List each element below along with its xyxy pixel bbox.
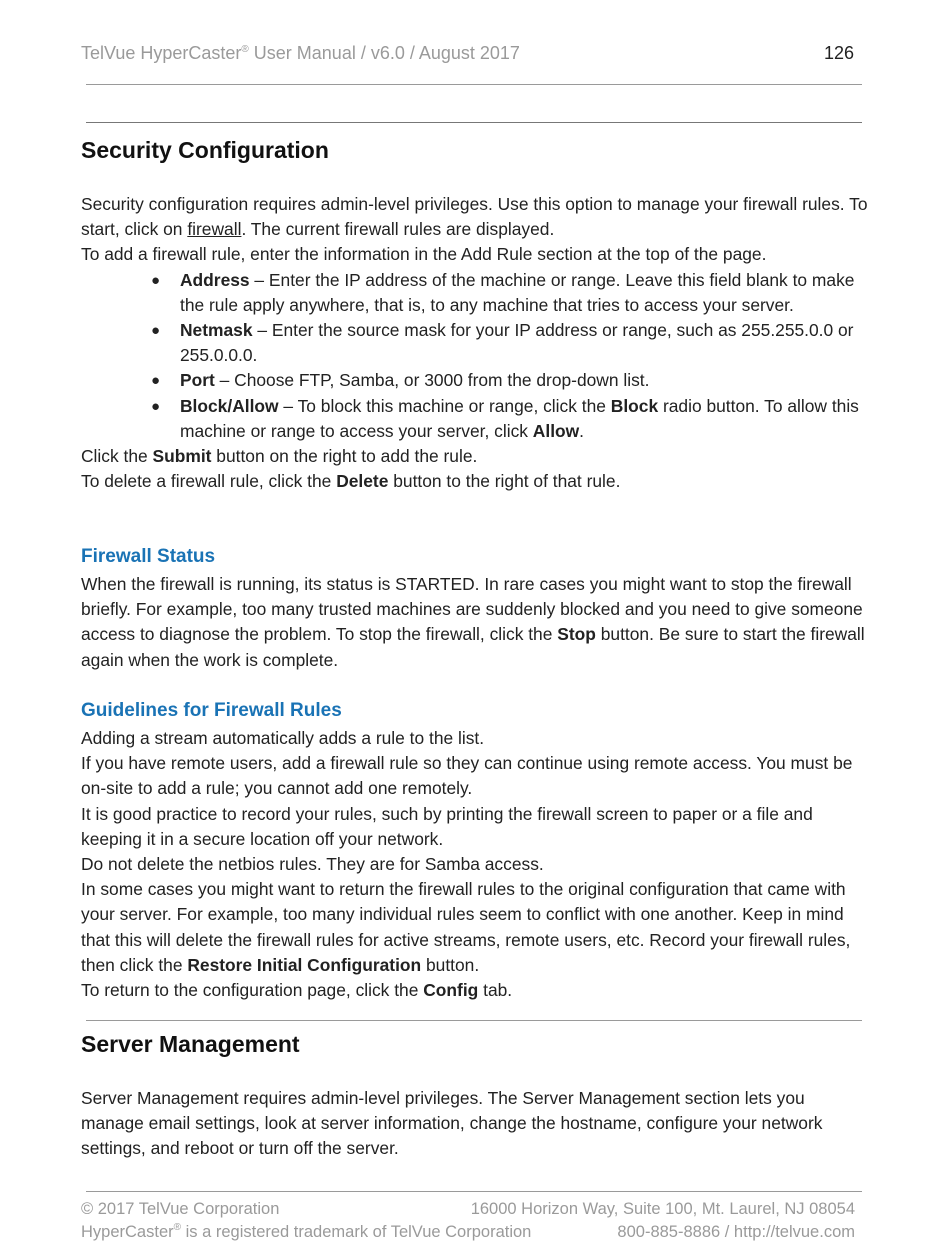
footer-address: 16000 Horizon Way, Suite 100, Mt. Laurel, NJ 08054 — [470, 1200, 855, 1218]
add-rule-intro: To add a firewall rule, enter the information in the Add Rule section at the top of the page. — [81, 244, 767, 265]
security-body — [81, 192, 871, 494]
guideline-6: To return to the configuration page, click the Config tab. — [81, 980, 513, 1001]
section-divider — [86, 1020, 862, 1021]
guideline-1: Adding a stream automatically adds a rule to the list. — [81, 728, 485, 748]
bullet-icon: ● — [151, 397, 161, 415]
footer-contact: 800-885-8886 / http://telvue.com — [617, 1223, 855, 1241]
guideline-2: If you have remote users, add a firewall rule so they can continue using remote access. You must be on-site to add a rule; you cannot add one remotely. — [81, 753, 853, 799]
bullet-icon: ● — [151, 322, 161, 340]
list-item-block-allow: ● Block/Allow – To block this machine or range, click the Block radio button. To allow this machine or range to access your server, click Allow. — [151, 395, 859, 441]
list-item-netmask: ● Netmask – Enter the source mask for your IP address or range, such as 255.255.0.0 or 255.0.0.0. — [151, 320, 854, 366]
list-item-address: ● Address – Enter the IP address of the machine or range. Leave this field blank to make the rule apply anywhere, that is, to any machine that tries to access your server. — [151, 269, 855, 315]
header-subtitle: User Manual / v6.0 / August 2017 — [248, 43, 520, 63]
guidelines-heading: Guidelines for Firewall Rules — [81, 700, 342, 721]
firewall-link[interactable]: firewall — [187, 219, 242, 240]
bullet-icon: ● — [151, 271, 161, 289]
submit-instruction: Click the Submit button on the right to add the rule. — [81, 446, 478, 467]
firewall-status-body: When the firewall is running, its status is STARTED. In rare cases you might want to stop the firewall briefly. For example, too many trusted machines are suddenly blocked and you need to give someone access to diagnose the problem. To stop the firewall, click the Stop button. Be sure to start the firewall again when the work is complete. — [81, 574, 865, 670]
footer-copyright: © 2017 TelVue Corporation — [81, 1200, 280, 1218]
bullet-icon: ● — [151, 372, 161, 390]
security-heading: Security Configuration — [81, 137, 329, 163]
footer-divider — [86, 1191, 862, 1192]
header-divider — [86, 84, 862, 85]
list-item-port: ● Port – Choose FTP, Samba, or 3000 from the drop-down list. — [81, 368, 871, 393]
running-header — [81, 43, 520, 64]
guideline-5: In some cases you might want to return the firewall rules to the original configuration that came with your server. For example, too many individual rules seem to conflict with one another. Keep in mind that this will delete the firewall rules for active streams, remote users, etc. Record your firewall rules, then click the Restore Initial Configuration button. — [81, 879, 851, 975]
delete-instruction: To delete a firewall rule, click the Delete button to the right of that rule. — [81, 471, 621, 492]
server-management-body: Server Management requires admin-level privileges. The Server Management section lets you manage email settings, look at server information, change the hostname, configure your network settings, and reboot or turn off the server. — [81, 1088, 823, 1159]
registered-mark: ® — [173, 1222, 181, 1233]
security-intro: Security configuration requires admin-level privileges. Use this option to manage your firewall rules. To start, click on firewall. The current firewall rules are displayed. — [81, 194, 868, 240]
server-management-heading: Server Management — [81, 1031, 300, 1057]
firewall-status-heading: Firewall Status — [81, 546, 216, 567]
registered-mark: ® — [241, 44, 249, 55]
guideline-3: It is good practice to record your rules, such by printing the firewall screen to paper or a file and keeping it in a secure location off your network. — [81, 803, 813, 849]
guidelines-body — [81, 726, 871, 1003]
footer-trademark: HyperCaster® is a registered trademark of TelVue Corporation — [81, 1222, 532, 1241]
add-rule-fields-list — [81, 268, 871, 444]
header-title: TelVue HyperCaster — [81, 43, 242, 63]
guideline-4: Do not delete the netbios rules. They are for Samba access. — [81, 854, 544, 875]
page-number: 126 — [823, 43, 854, 63]
section-divider — [86, 122, 862, 123]
